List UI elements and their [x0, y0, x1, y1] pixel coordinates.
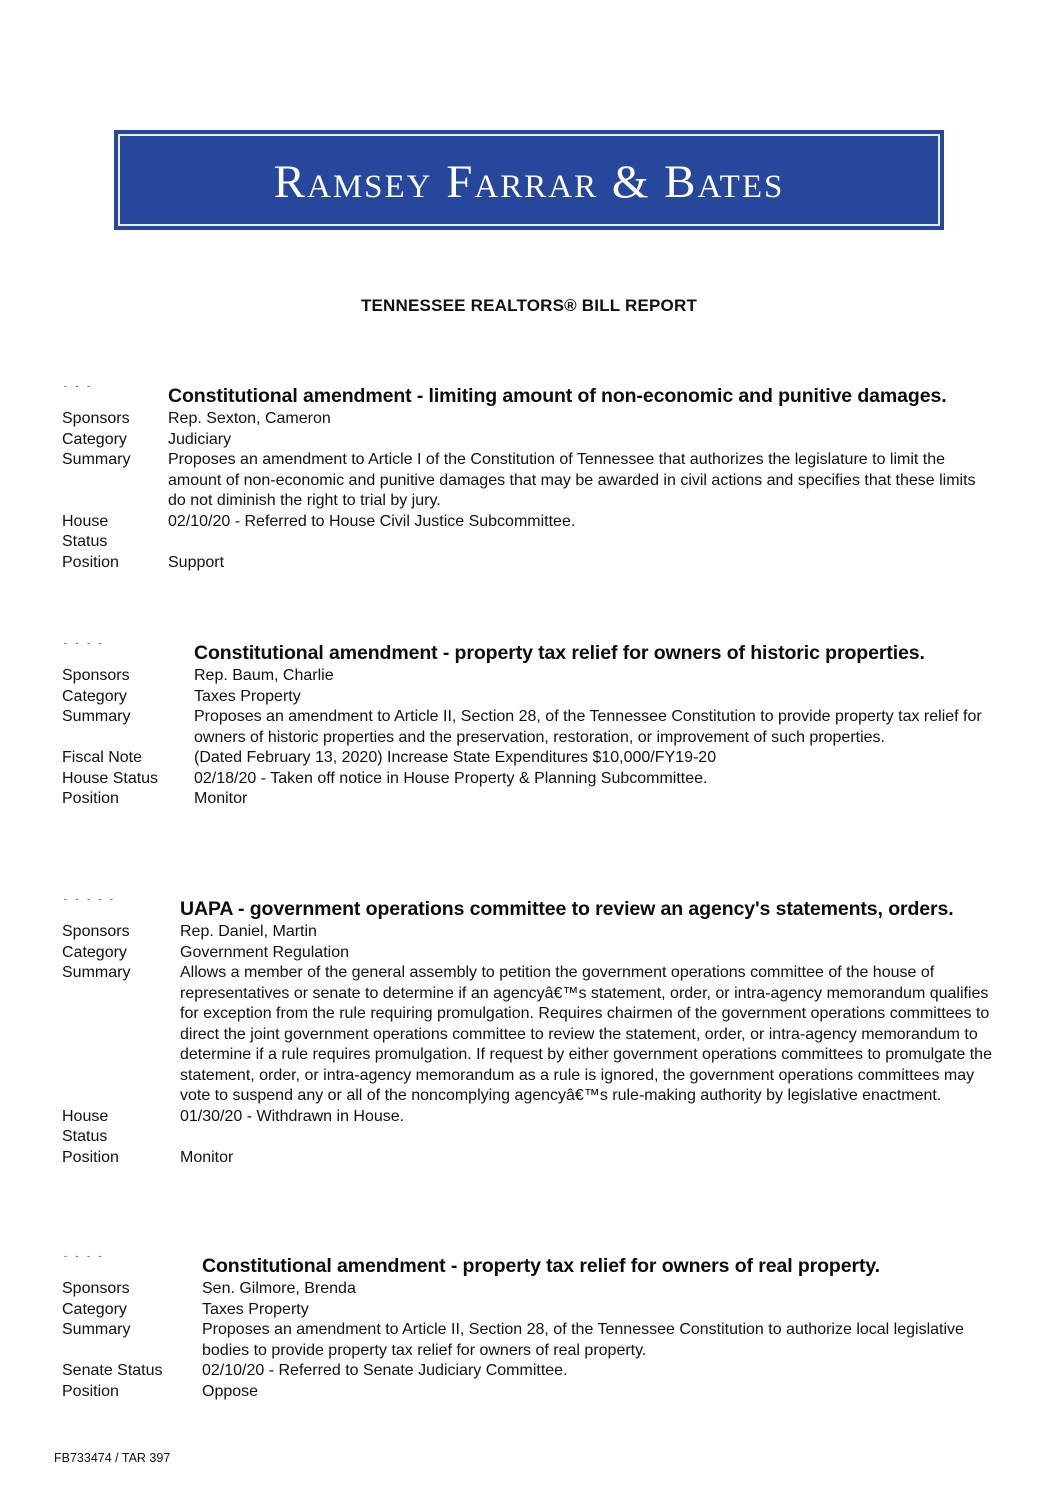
bill-field-row — [62, 666, 992, 687]
bill-entry — [62, 894, 992, 1168]
bill-number: - - - - — [64, 638, 105, 648]
field-label: Sponsors — [62, 923, 130, 940]
bill-field-row — [62, 409, 992, 430]
bill-field-row — [62, 769, 992, 790]
field-value: 01/30/20 - Withdrawn in House. — [180, 1107, 405, 1125]
field-value: Proposes an amendment to Article II, Section 28, of the Tennessee Constitution to authorize local legislative bodies to provide property tax relief for owners of real property. — [202, 1321, 964, 1359]
field-label: Summary — [62, 708, 131, 725]
field-label: Summary — [62, 1321, 131, 1338]
field-value: Monitor — [194, 790, 248, 807]
bill-field-row — [62, 1361, 992, 1382]
bill-field-row — [62, 922, 992, 943]
bill-field-row — [62, 707, 992, 748]
bill-field-row — [62, 1148, 992, 1169]
field-value: Rep. Sexton, Cameron — [168, 410, 331, 427]
document-footer-id: FB733474 / TAR 397 — [54, 1451, 171, 1465]
bill-field-row — [62, 1320, 992, 1361]
bill-field-row — [62, 512, 992, 553]
field-label: Position — [62, 1148, 119, 1166]
field-value: Proposes an amendment to Article I of the Constitution of Tennessee that authorizes the legislature to limit the amount of non-economic and punitive damages that may be awarded in civil actions and specifies that these limits do not diminish the right to trial by jury. — [168, 451, 976, 509]
field-label: Position — [62, 553, 119, 571]
field-label: Category — [62, 1300, 127, 1318]
bill-number: - - - - - — [64, 894, 116, 904]
bill-entry — [62, 1251, 992, 1402]
bill-entry — [62, 638, 992, 810]
field-value: Taxes Property — [202, 1300, 309, 1318]
bill-field-row — [62, 963, 992, 1107]
field-value: Government Regulation — [180, 943, 349, 961]
bill-number: - - - - — [64, 1251, 105, 1261]
field-label: Sponsors — [62, 410, 130, 427]
field-label: Summary — [62, 451, 131, 468]
field-value: Proposes an amendment to Article II, Section 28, of the Tennessee Constitution to provide property tax relief for owners of historic properties and the preservation, restoration, or improvement of such properties. — [194, 708, 982, 746]
bill-field-row — [62, 1279, 992, 1300]
field-label: Position — [62, 1382, 119, 1400]
field-label: House Status — [62, 1107, 109, 1145]
field-value: 02/18/20 - Taken off notice in House Property & Planning Subcommittee. — [194, 769, 708, 787]
field-value: Monitor — [180, 1148, 234, 1166]
field-value: Oppose — [202, 1382, 259, 1400]
bill-entry — [62, 381, 992, 573]
bill-field-row — [62, 1382, 992, 1403]
bill-field-row — [62, 943, 992, 964]
field-label: Sponsors — [62, 667, 130, 684]
bill-field-row — [62, 748, 992, 769]
field-label: Category — [62, 943, 127, 961]
field-value: Judiciary — [168, 430, 232, 448]
bill-field-row — [62, 789, 992, 810]
report-title: TENNESSEE REALTORS® BILL REPORT — [360, 296, 698, 315]
field-label: Summary — [62, 964, 131, 981]
field-label: Category — [62, 687, 127, 705]
bill-field-row — [62, 553, 992, 574]
field-value: (Dated February 13, 2020) Increase State Expenditures $10,000/FY19-20 — [194, 749, 717, 766]
field-label: House Status — [62, 769, 159, 787]
firm-logo-border — [118, 134, 940, 226]
bill-title: Constitutional amendment - limiting amount of non-economic and punitive damages. — [168, 385, 947, 407]
bill-title: Constitutional amendment - property tax relief for owners of historic properties. — [194, 642, 925, 664]
bill-field-row — [62, 450, 992, 512]
bill-field-row — [62, 687, 992, 708]
field-value: Allows a member of the general assembly to petition the government operations committee of the house of representatives or senate to determine if an agencyâ€™s statement, order, or intra-agency memorandum qualifies for exception from the rule requiring promulgation. Requires chairmen of the government operations committees to direct the joint government operations committee to review the statement, order, or intra-agency memorandum to determine if a rule requires promulgation. If request by either government operations committees to promulgate the statement, order, or intra-agency memorandum as a rule is ignored, the government operations committees may vote to suspend any or all of the noncomplying agencyâ€™s rule-making authority by legislative enactment. — [180, 964, 992, 1104]
firm-logo-text: Ramsey Farrar & Bates — [273, 156, 785, 208]
field-label: Sponsors — [62, 1280, 130, 1297]
bill-field-row — [62, 1107, 992, 1148]
field-value: Rep. Baum, Charlie — [194, 667, 334, 684]
bill-title: Constitutional amendment - property tax relief for owners of real property. — [202, 1255, 880, 1277]
field-label: Fiscal Note — [62, 749, 143, 766]
field-label: Category — [62, 430, 127, 448]
field-value: Support — [168, 553, 225, 571]
firm-logo-banner — [114, 130, 944, 230]
bill-title: UAPA - government operations committee to review an agency's statements, orders. — [180, 898, 954, 920]
field-value: Sen. Gilmore, Brenda — [202, 1280, 356, 1297]
field-value: 02/10/20 - Referred to House Civil Justice Subcommittee. — [168, 512, 576, 530]
bill-field-row — [62, 1300, 992, 1321]
bill-field-row — [62, 430, 992, 451]
bill-number: - - - — [64, 381, 93, 391]
field-label: Senate Status — [62, 1362, 163, 1379]
field-value: Rep. Daniel, Martin — [180, 923, 317, 940]
field-label: House Status — [62, 512, 109, 550]
field-value: 02/10/20 - Referred to Senate Judiciary Committee. — [202, 1362, 568, 1379]
field-label: Position — [62, 790, 119, 807]
field-value: Taxes Property — [194, 687, 301, 705]
